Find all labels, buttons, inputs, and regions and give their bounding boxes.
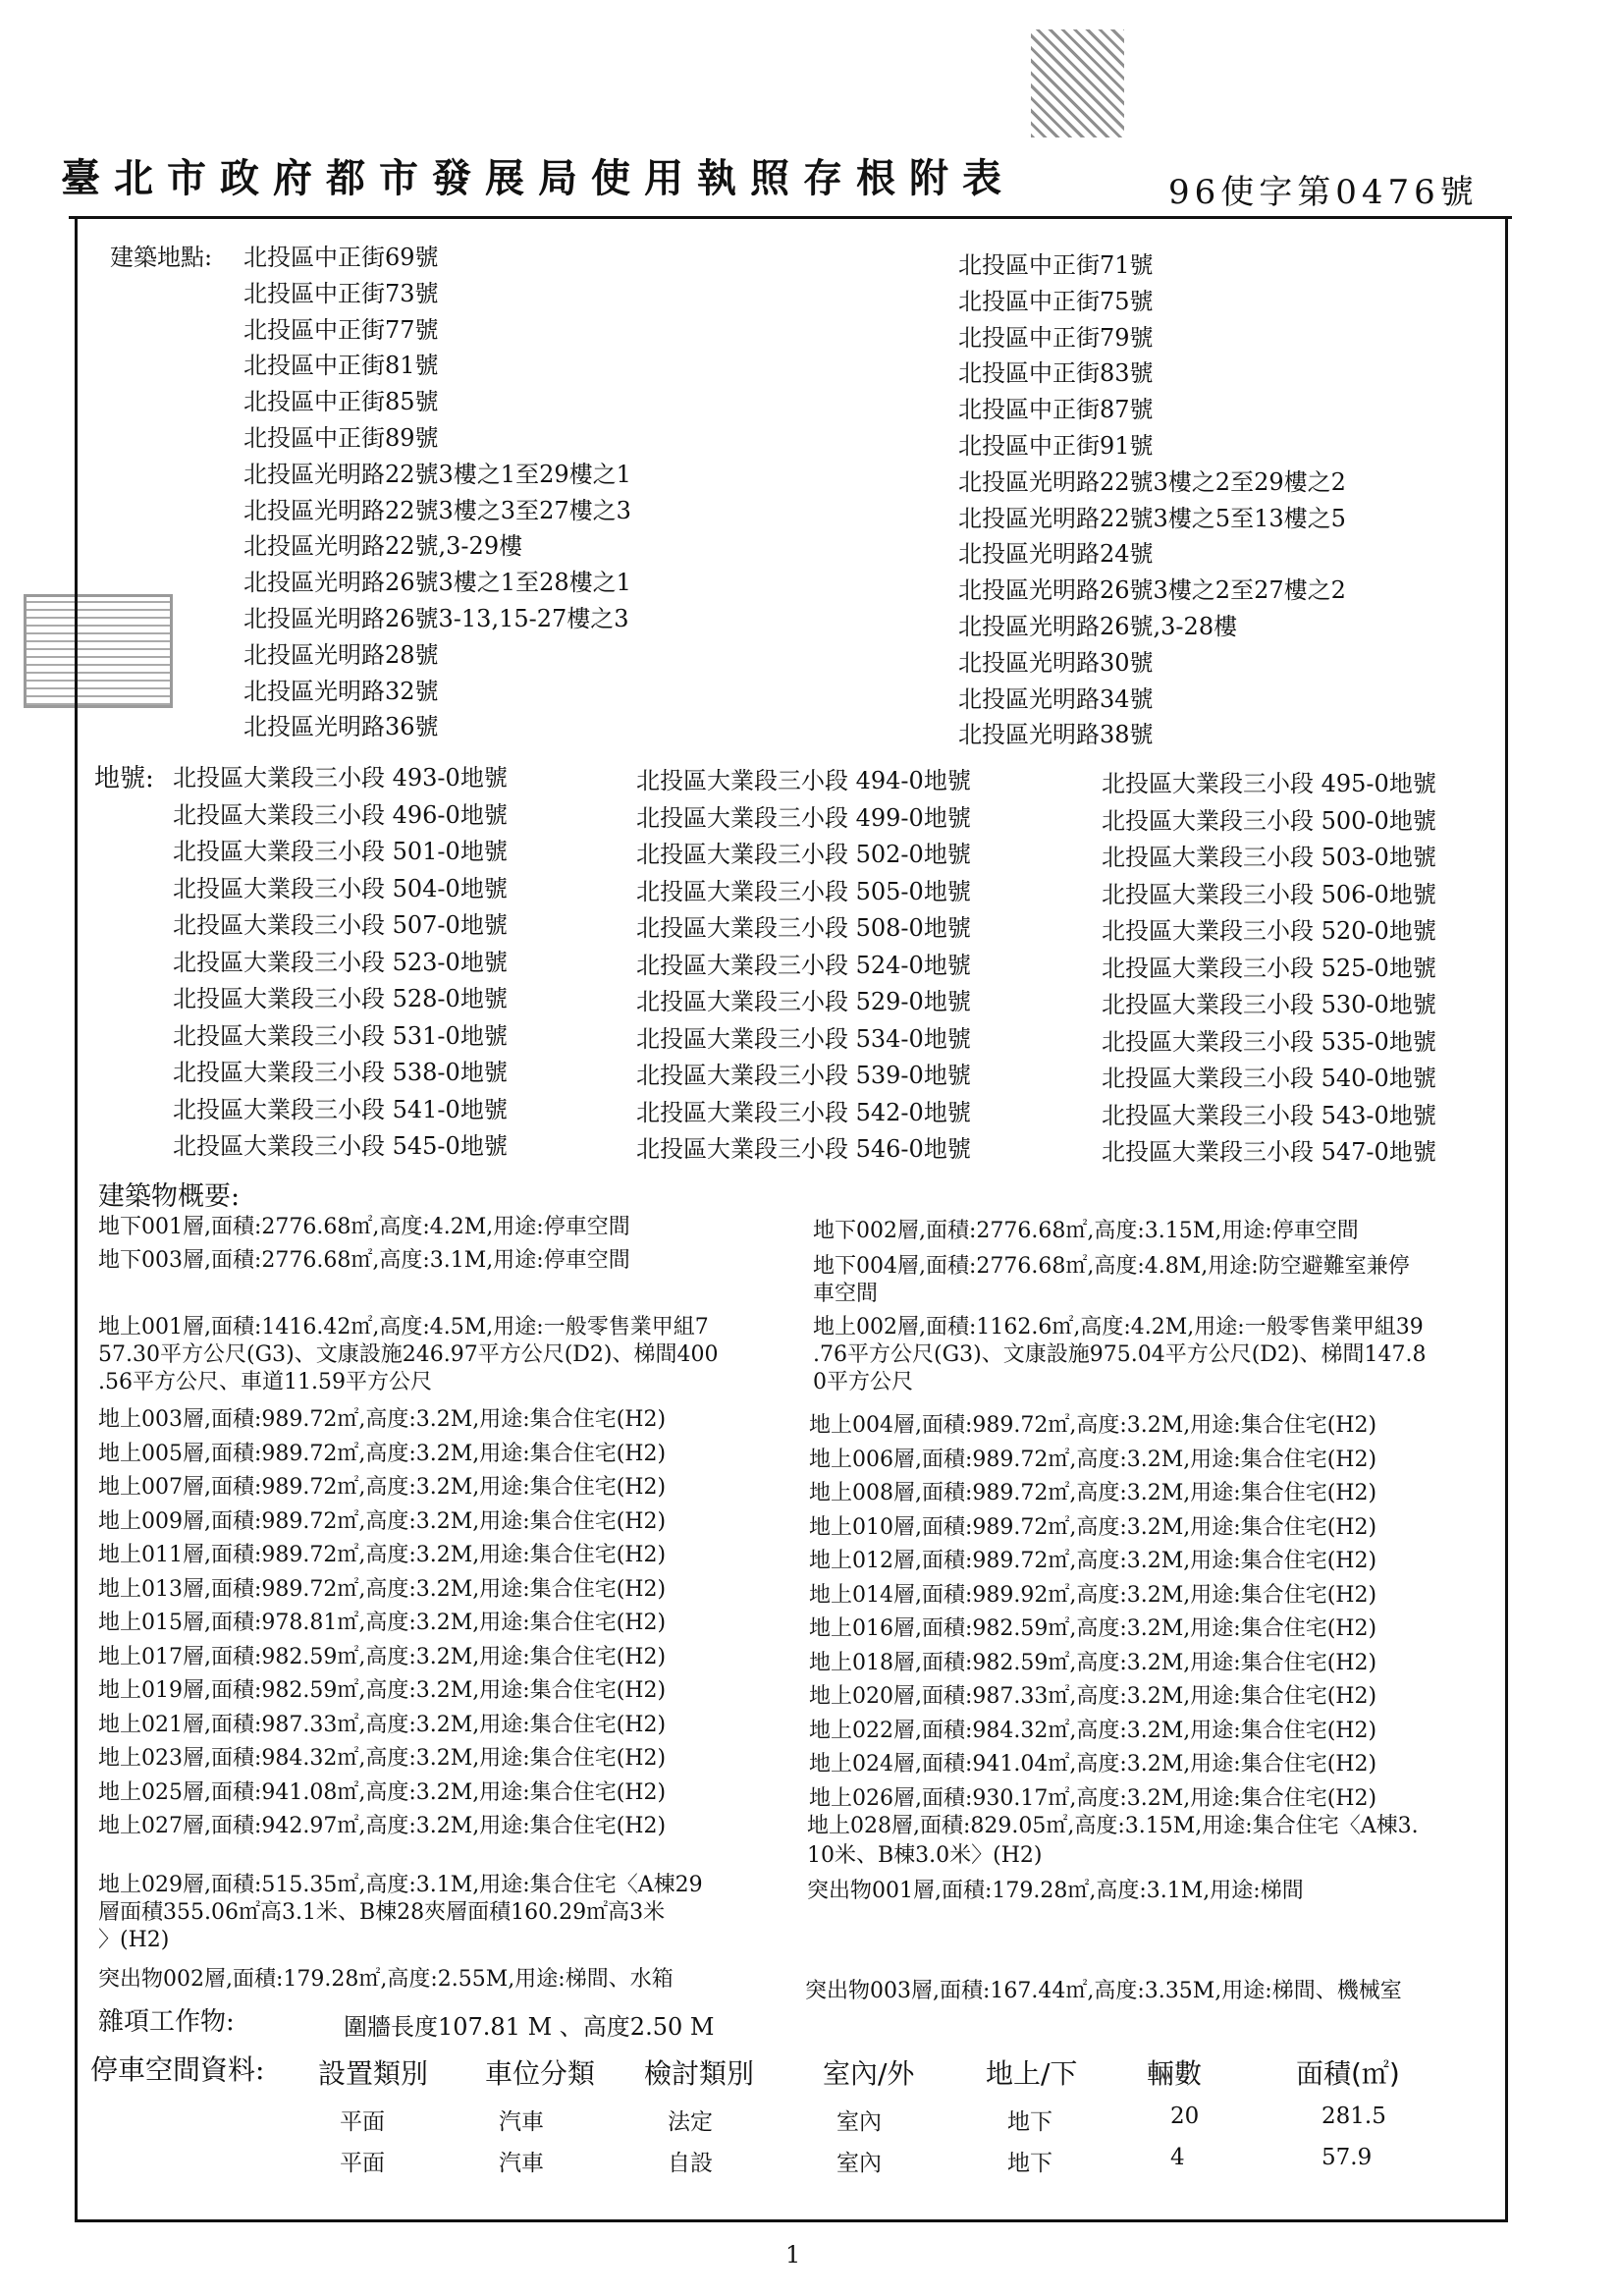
floor-entry: 地上025層,面積:941.08㎡,高度:3.2M,用途:集合住宅(H2): [98, 1779, 667, 1805]
lot-item: 北投區大業段三小段 508-0地號: [636, 914, 971, 942]
floor-entry: 地上008層,面積:989.72㎡,高度:3.2M,用途:集合住宅(H2): [809, 1481, 1377, 1505]
floor-entry: 地上027層,面積:942.97㎡,高度:3.2M,用途:集合住宅(H2): [98, 1814, 667, 1838]
lot-item: 北投區大業段三小段 545-0地號: [173, 1132, 508, 1160]
lot-item: 北投區大業段三小段 547-0地號: [1102, 1138, 1436, 1166]
address-item: 北投區光明路26號3-13,15-27樓之3: [243, 605, 629, 632]
lot-item: 北投區大業段三小段 531-0地號: [173, 1021, 508, 1050]
parking-cell: 57.9: [1321, 2145, 1373, 2170]
lot-item: 北投區大業段三小段 530-0地號: [1102, 991, 1436, 1018]
lot-item: 北投區大業段三小段 502-0地號: [636, 841, 971, 868]
floor-entry: 地上020層,面積:987.33㎡,高度:3.2M,用途:集合住宅(H2): [809, 1684, 1377, 1709]
address-item: 北投區光明路32號: [243, 677, 439, 705]
address-item: 北投區中正街87號: [958, 396, 1154, 424]
lot-item: 北投區大業段三小段 528-0地號: [173, 985, 508, 1012]
parking-cell: 汽車: [499, 2109, 544, 2135]
floor-entry: 地上003層,面積:989.72㎡,高度:3.2M,用途:集合住宅(H2): [98, 1407, 667, 1432]
parking-cell: 4: [1170, 2145, 1185, 2170]
floor-entry: 地上022層,面積:984.32㎡,高度:3.2M,用途:集合住宅(H2): [809, 1718, 1377, 1743]
floor-entry-cont: 層面積355.06㎡高3.1米、B棟28夾層面積160.29㎡高3米: [98, 1900, 666, 1925]
lot-item: 北投區大業段三小段 529-0地號: [636, 988, 971, 1015]
lot-item: 北投區大業段三小段 523-0地號: [173, 948, 508, 976]
floor-entry: 地上013層,面積:989.72㎡,高度:3.2M,用途:集合住宅(H2): [98, 1576, 667, 1602]
lot-item: 北投區大業段三小段 543-0地號: [1102, 1101, 1436, 1129]
address-item: 北投區光明路26號3樓之1至28樓之1: [243, 569, 631, 597]
lot-item: 北投區大業段三小段 520-0地號: [1102, 917, 1436, 945]
lot-item: 北投區大業段三小段 506-0地號: [1102, 880, 1436, 908]
parking-header: 輛數: [1147, 2057, 1203, 2090]
address-item: 北投區光明路38號: [958, 721, 1154, 749]
floor-entry: 地上016層,面積:982.59㎡,高度:3.2M,用途:集合住宅(H2): [809, 1616, 1377, 1641]
parking-cell: 自設: [668, 2151, 713, 2176]
address-item: 北投區中正街85號: [243, 388, 439, 416]
address-item: 北投區中正街73號: [243, 279, 439, 307]
floor-entry: 地上005層,面積:989.72㎡,高度:3.2M,用途:集合住宅(H2): [98, 1441, 667, 1466]
floor-entry: 地上006層,面積:989.72㎡,高度:3.2M,用途:集合住宅(H2): [809, 1447, 1377, 1472]
lot-item: 北投區大業段三小段 499-0地號: [636, 803, 971, 832]
floor-entry: 地上029層,面積:515.35㎡,高度:3.1M,用途:集合住宅〈A棟29: [98, 1873, 703, 1897]
parking-cell: 平面: [340, 2151, 385, 2176]
floor-entry-cont: .56平方公尺、車道11.59平方公尺: [98, 1370, 432, 1394]
address-item: 北投區光明路28號: [243, 640, 439, 669]
parking-cell: 地下: [1007, 2151, 1052, 2176]
floor-entry: 地上011層,面積:989.72㎡,高度:3.2M,用途:集合住宅(H2): [98, 1543, 667, 1567]
parking-header: 車位分類: [485, 2057, 596, 2090]
floor-entry: 地上004層,面積:989.72㎡,高度:3.2M,用途:集合住宅(H2): [809, 1413, 1377, 1438]
parking-cell: 室內: [836, 2151, 882, 2176]
lot-item: 北投區大業段三小段 503-0地號: [1102, 844, 1436, 871]
document-number: 96使字第0476號: [1168, 173, 1479, 212]
floor-entry: 地上002層,面積:1162.6㎡,高度:4.2M,用途:一般零售業甲組39: [813, 1315, 1424, 1339]
address-item: 北投區光明路30號: [958, 648, 1154, 677]
parking-cell: 平面: [340, 2109, 385, 2135]
floor-entry: 地下001層,面積:2776.68㎡,高度:4.2M,用途:停車空間: [98, 1215, 630, 1239]
address-item: 北投區光明路22號3樓之5至13樓之5: [958, 504, 1346, 532]
parking-cell: 地下: [1007, 2109, 1052, 2135]
address-item: 北投區光明路24號: [958, 540, 1154, 569]
address-item: 北投區中正街75號: [958, 287, 1154, 315]
address-label: 建築地點:: [110, 244, 213, 271]
floor-entry: 突出物001層,面積:179.28㎡,高度:3.1M,用途:梯間: [807, 1879, 1304, 1903]
lot-item: 北投區大業段三小段 507-0地號: [173, 911, 508, 939]
lot-item: 北投區大業段三小段 493-0地號: [173, 764, 508, 792]
parking-label: 停車空間資料:: [90, 2053, 265, 2086]
address-item: 北投區光明路34號: [958, 684, 1154, 713]
parking-header: 檢討類別: [644, 2057, 755, 2090]
address-item: 北投區中正街81號: [243, 352, 439, 380]
floor-entry: 地上018層,面積:982.59㎡,高度:3.2M,用途:集合住宅(H2): [809, 1650, 1377, 1675]
lot-item: 北投區大業段三小段 495-0地號: [1102, 770, 1436, 797]
lot-item: 北投區大業段三小段 538-0地號: [173, 1059, 508, 1086]
floor-entry: 地上021層,面積:987.33㎡,高度:3.2M,用途:集合住宅(H2): [98, 1712, 667, 1737]
lot-item: 北投區大業段三小段 540-0地號: [1102, 1065, 1436, 1092]
page-title: 臺北市政府都市發展局使用執照存根附表: [61, 155, 1015, 201]
floor-entry: 地上026層,面積:930.17㎡,高度:3.2M,用途:集合住宅(H2): [809, 1785, 1377, 1811]
floor-entry: 突出物002層,面積:179.28㎡,高度:2.55M,用途:梯間、水箱: [98, 1967, 674, 1992]
floor-entry-cont: 57.30平方公尺(G3)、文康設施246.97平方公尺(D2)、梯間400: [98, 1342, 719, 1367]
lot-item: 北投區大業段三小段 504-0地號: [173, 874, 508, 902]
floor-entry: 地上012層,面積:989.72㎡,高度:3.2M,用途:集合住宅(H2): [809, 1549, 1377, 1573]
seal-stamp-top: [1031, 29, 1124, 137]
parking-header: 設置類別: [318, 2057, 429, 2090]
floor-entry: 地上028層,面積:829.05㎡,高度:3.15M,用途:集合住宅〈A棟3.: [807, 1814, 1419, 1838]
parking-cell: 法定: [668, 2109, 713, 2135]
lot-item: 北投區大業段三小段 534-0地號: [636, 1024, 971, 1053]
floor-entry-cont: 0平方公尺: [813, 1370, 913, 1394]
parking-header: 面積(㎡): [1296, 2057, 1400, 2090]
lot-item: 北投區大業段三小段 541-0地號: [173, 1095, 508, 1123]
parking-header: 地上/下: [986, 2057, 1078, 2090]
floor-entry: 地上009層,面積:989.72㎡,高度:3.2M,用途:集合住宅(H2): [98, 1508, 667, 1534]
floor-entry-cont: .76平方公尺(G3)、文康設施975.04平方公尺(D2)、梯間147.8: [813, 1342, 1427, 1367]
lot-item: 北投區大業段三小段 546-0地號: [636, 1135, 971, 1163]
lot-item: 北投區大業段三小段 539-0地號: [636, 1062, 971, 1089]
lot-item: 北投區大業段三小段 505-0地號: [636, 877, 971, 905]
address-item: 北投區光明路22號,3-29樓: [243, 532, 523, 561]
floor-entry: 地下003層,面積:2776.68㎡,高度:3.1M,用途:停車空間: [98, 1248, 630, 1273]
floor-entry-cont: 10米、B棟3.0米〉(H2): [807, 1843, 1043, 1868]
lot-item: 北投區大業段三小段 500-0地號: [1102, 806, 1436, 835]
page-number: 1: [785, 2241, 801, 2269]
misc-value: 圍牆長度107.81 M 、高度2.50 M: [344, 2013, 715, 2041]
parking-cell: 281.5: [1321, 2104, 1386, 2129]
floor-entry: 地上023層,面積:984.32㎡,高度:3.2M,用途:集合住宅(H2): [98, 1746, 667, 1771]
floor-entry: 突出物003層,面積:167.44㎡,高度:3.35M,用途:梯間、機械室: [805, 1979, 1402, 2003]
lots-label: 地號:: [94, 764, 154, 793]
floor-entry: 地上014層,面積:989.92㎡,高度:3.2M,用途:集合住宅(H2): [809, 1582, 1377, 1608]
lot-item: 北投區大業段三小段 494-0地號: [636, 767, 971, 794]
overview-label: 建築物概要:: [98, 1181, 241, 1212]
parking-cell: 室內: [836, 2109, 882, 2135]
lot-item: 北投區大業段三小段 542-0地號: [636, 1098, 971, 1126]
address-item: 北投區中正街71號: [958, 251, 1154, 279]
parking-cell: 20: [1170, 2104, 1200, 2129]
floor-entry: 地上007層,面積:989.72㎡,高度:3.2M,用途:集合住宅(H2): [98, 1475, 667, 1500]
lot-item: 北投區大業段三小段 525-0地號: [1102, 954, 1436, 982]
address-item: 北投區中正街69號: [243, 244, 439, 271]
floor-entry: 地上019層,面積:982.59㎡,高度:3.2M,用途:集合住宅(H2): [98, 1678, 667, 1703]
address-item: 北投區中正街89號: [243, 424, 439, 452]
misc-label: 雜項工作物:: [98, 2007, 235, 2037]
address-item: 北投區光明路36號: [243, 713, 439, 741]
floor-entry-cont: 車空間: [813, 1282, 879, 1306]
address-item: 北投區中正街79號: [958, 323, 1154, 352]
parking-cell: 汽車: [499, 2151, 544, 2176]
address-item: 北投區中正街91號: [958, 432, 1154, 460]
floor-entry: 地上010層,面積:989.72㎡,高度:3.2M,用途:集合住宅(H2): [809, 1514, 1377, 1540]
lot-item: 北投區大業段三小段 496-0地號: [173, 800, 508, 829]
address-item: 北投區光明路26號3樓之2至27樓之2: [958, 576, 1346, 605]
floor-entry-cont: 〉(H2): [98, 1928, 170, 1952]
parking-header: 室內/外: [823, 2057, 915, 2090]
lot-item: 北投區大業段三小段 524-0地號: [636, 951, 971, 979]
address-item: 北投區中正街83號: [958, 359, 1154, 388]
address-item: 北投區光明路22號3樓之1至29樓之1: [243, 460, 631, 488]
floor-entry: 地上015層,面積:978.81㎡,高度:3.2M,用途:集合住宅(H2): [98, 1611, 667, 1635]
address-item: 北投區光明路22號3樓之3至27樓之3: [243, 496, 631, 524]
address-item: 北投區中正街77號: [243, 315, 439, 344]
lot-item: 北投區大業段三小段 501-0地號: [173, 838, 508, 865]
address-item: 北投區光明路22號3樓之2至29樓之2: [958, 467, 1346, 496]
address-item: 北投區光明路26號,3-28樓: [958, 613, 1238, 640]
lot-item: 北投區大業段三小段 535-0地號: [1102, 1027, 1436, 1056]
floor-entry: 地上017層,面積:982.59㎡,高度:3.2M,用途:集合住宅(H2): [98, 1644, 667, 1669]
floor-entry: 地上024層,面積:941.04㎡,高度:3.2M,用途:集合住宅(H2): [809, 1752, 1377, 1777]
floor-entry: 地下002層,面積:2776.68㎡,高度:3.15M,用途:停車空間: [813, 1219, 1359, 1243]
floor-entry: 地上001層,面積:1416.42㎡,高度:4.5M,用途:一般零售業甲組7: [98, 1315, 709, 1339]
floor-entry: 地下004層,面積:2776.68㎡,高度:4.8M,用途:防空避難室兼停: [813, 1254, 1410, 1279]
